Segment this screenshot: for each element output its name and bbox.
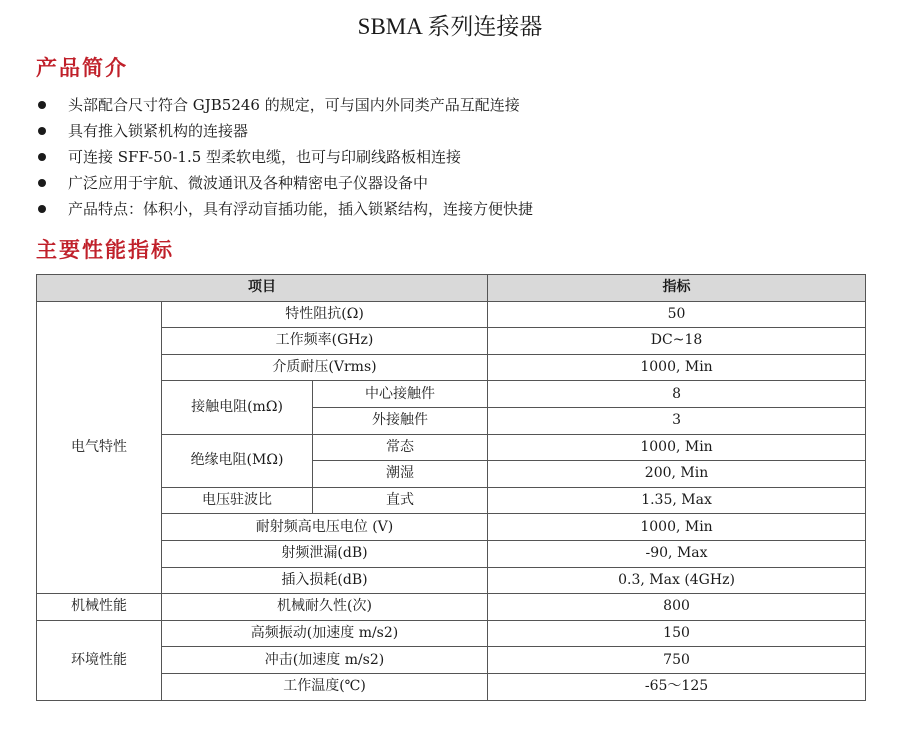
- bullet-text: 产品特点：体积小，具有浮动盲插功能，插入锁紧结构，连接方便快捷: [68, 200, 534, 218]
- table-row: [37, 487, 866, 514]
- row-sublabel: 中心接触件: [313, 381, 488, 408]
- table-row: [37, 301, 866, 328]
- row-sublabel: 常态: [313, 434, 488, 461]
- bullet-text: 可连接 SFF-50-1.5 型柔软电缆，也可与印刷线路板相连接: [68, 148, 462, 166]
- list-item: [38, 118, 533, 144]
- row-label: 电压驻波比: [162, 487, 313, 514]
- row-value: 1000, Min: [488, 514, 866, 541]
- group-environment: 环境性能: [37, 620, 162, 700]
- row-label: 工作温度(℃): [162, 673, 488, 700]
- row-label: 高频振动(加速度 m/s2): [162, 620, 488, 647]
- row-value: -65～125: [488, 673, 866, 700]
- bullet-text: 头部配合尺寸符合 GJB5246 的规定，可与国内外同类产品互配连接: [68, 96, 520, 114]
- list-item: [38, 92, 533, 118]
- row-value: 1.35, Max: [488, 487, 866, 514]
- row-value: 1000, Min: [488, 354, 866, 381]
- list-item: [38, 196, 533, 222]
- row-label: 接触电阻(mΩ): [162, 381, 313, 434]
- row-label: 插入损耗(dB): [162, 567, 488, 594]
- row-label: 工作频率(GHz): [162, 328, 488, 355]
- table-row: [37, 434, 866, 461]
- bullet-icon: [38, 153, 46, 161]
- row-label: 耐射频高电压电位 (V): [162, 514, 488, 541]
- column-header-item: 项目: [37, 275, 488, 302]
- bullet-icon: [38, 101, 46, 109]
- row-sublabel: 直式: [313, 487, 488, 514]
- row-value: 1000, Min: [488, 434, 866, 461]
- row-label: 冲击(加速度 m/s2): [162, 647, 488, 674]
- table-header-row: [37, 275, 866, 302]
- row-value: 750: [488, 647, 866, 674]
- row-value: 200, Min: [488, 461, 866, 488]
- row-sublabel: 潮湿: [313, 461, 488, 488]
- row-value: 3: [488, 407, 866, 434]
- list-item: [38, 144, 533, 170]
- group-electrical: 电气特性: [37, 301, 162, 594]
- table-row: [37, 328, 866, 355]
- row-value: 0.3, Max (4GHz): [488, 567, 866, 594]
- row-value: DC~18: [488, 328, 866, 355]
- intro-heading: 产品简介: [36, 56, 128, 80]
- table-row: [37, 567, 866, 594]
- table-row: [37, 647, 866, 674]
- bullet-text: 广泛应用于宇航、微波通讯及各种精密电子仪器设备中: [68, 174, 429, 192]
- row-label: 绝缘电阻(MΩ): [162, 434, 313, 487]
- table-row: [37, 620, 866, 647]
- row-value: 8: [488, 381, 866, 408]
- row-value: -90, Max: [488, 540, 866, 567]
- specs-heading: 主要性能指标: [36, 238, 174, 262]
- row-value: 800: [488, 594, 866, 621]
- page-title: SBMA 系列连接器: [357, 14, 543, 39]
- bullet-icon: [38, 179, 46, 187]
- column-header-value: 指标: [488, 275, 866, 302]
- row-label: 机械耐久性(次): [162, 594, 488, 621]
- bullet-text: 具有推入锁紧机构的连接器: [68, 122, 249, 140]
- row-value: 150: [488, 620, 866, 647]
- table-row: [37, 540, 866, 567]
- bullet-icon: [38, 127, 46, 135]
- spec-table: [36, 274, 866, 701]
- bullet-icon: [38, 205, 46, 213]
- row-value: 50: [488, 301, 866, 328]
- table-row: [37, 381, 866, 408]
- list-item: [38, 170, 533, 196]
- row-label: 介质耐压(Vrms): [162, 354, 488, 381]
- row-label: 特性阻抗(Ω): [162, 301, 488, 328]
- row-label: 射频泄漏(dB): [162, 540, 488, 567]
- intro-bullet-list: [38, 92, 533, 222]
- table-row: [37, 594, 866, 621]
- table-row: [37, 354, 866, 381]
- group-mechanical: 机械性能: [37, 594, 162, 621]
- table-row: [37, 514, 866, 541]
- row-sublabel: 外接触件: [313, 407, 488, 434]
- table-row: [37, 673, 866, 700]
